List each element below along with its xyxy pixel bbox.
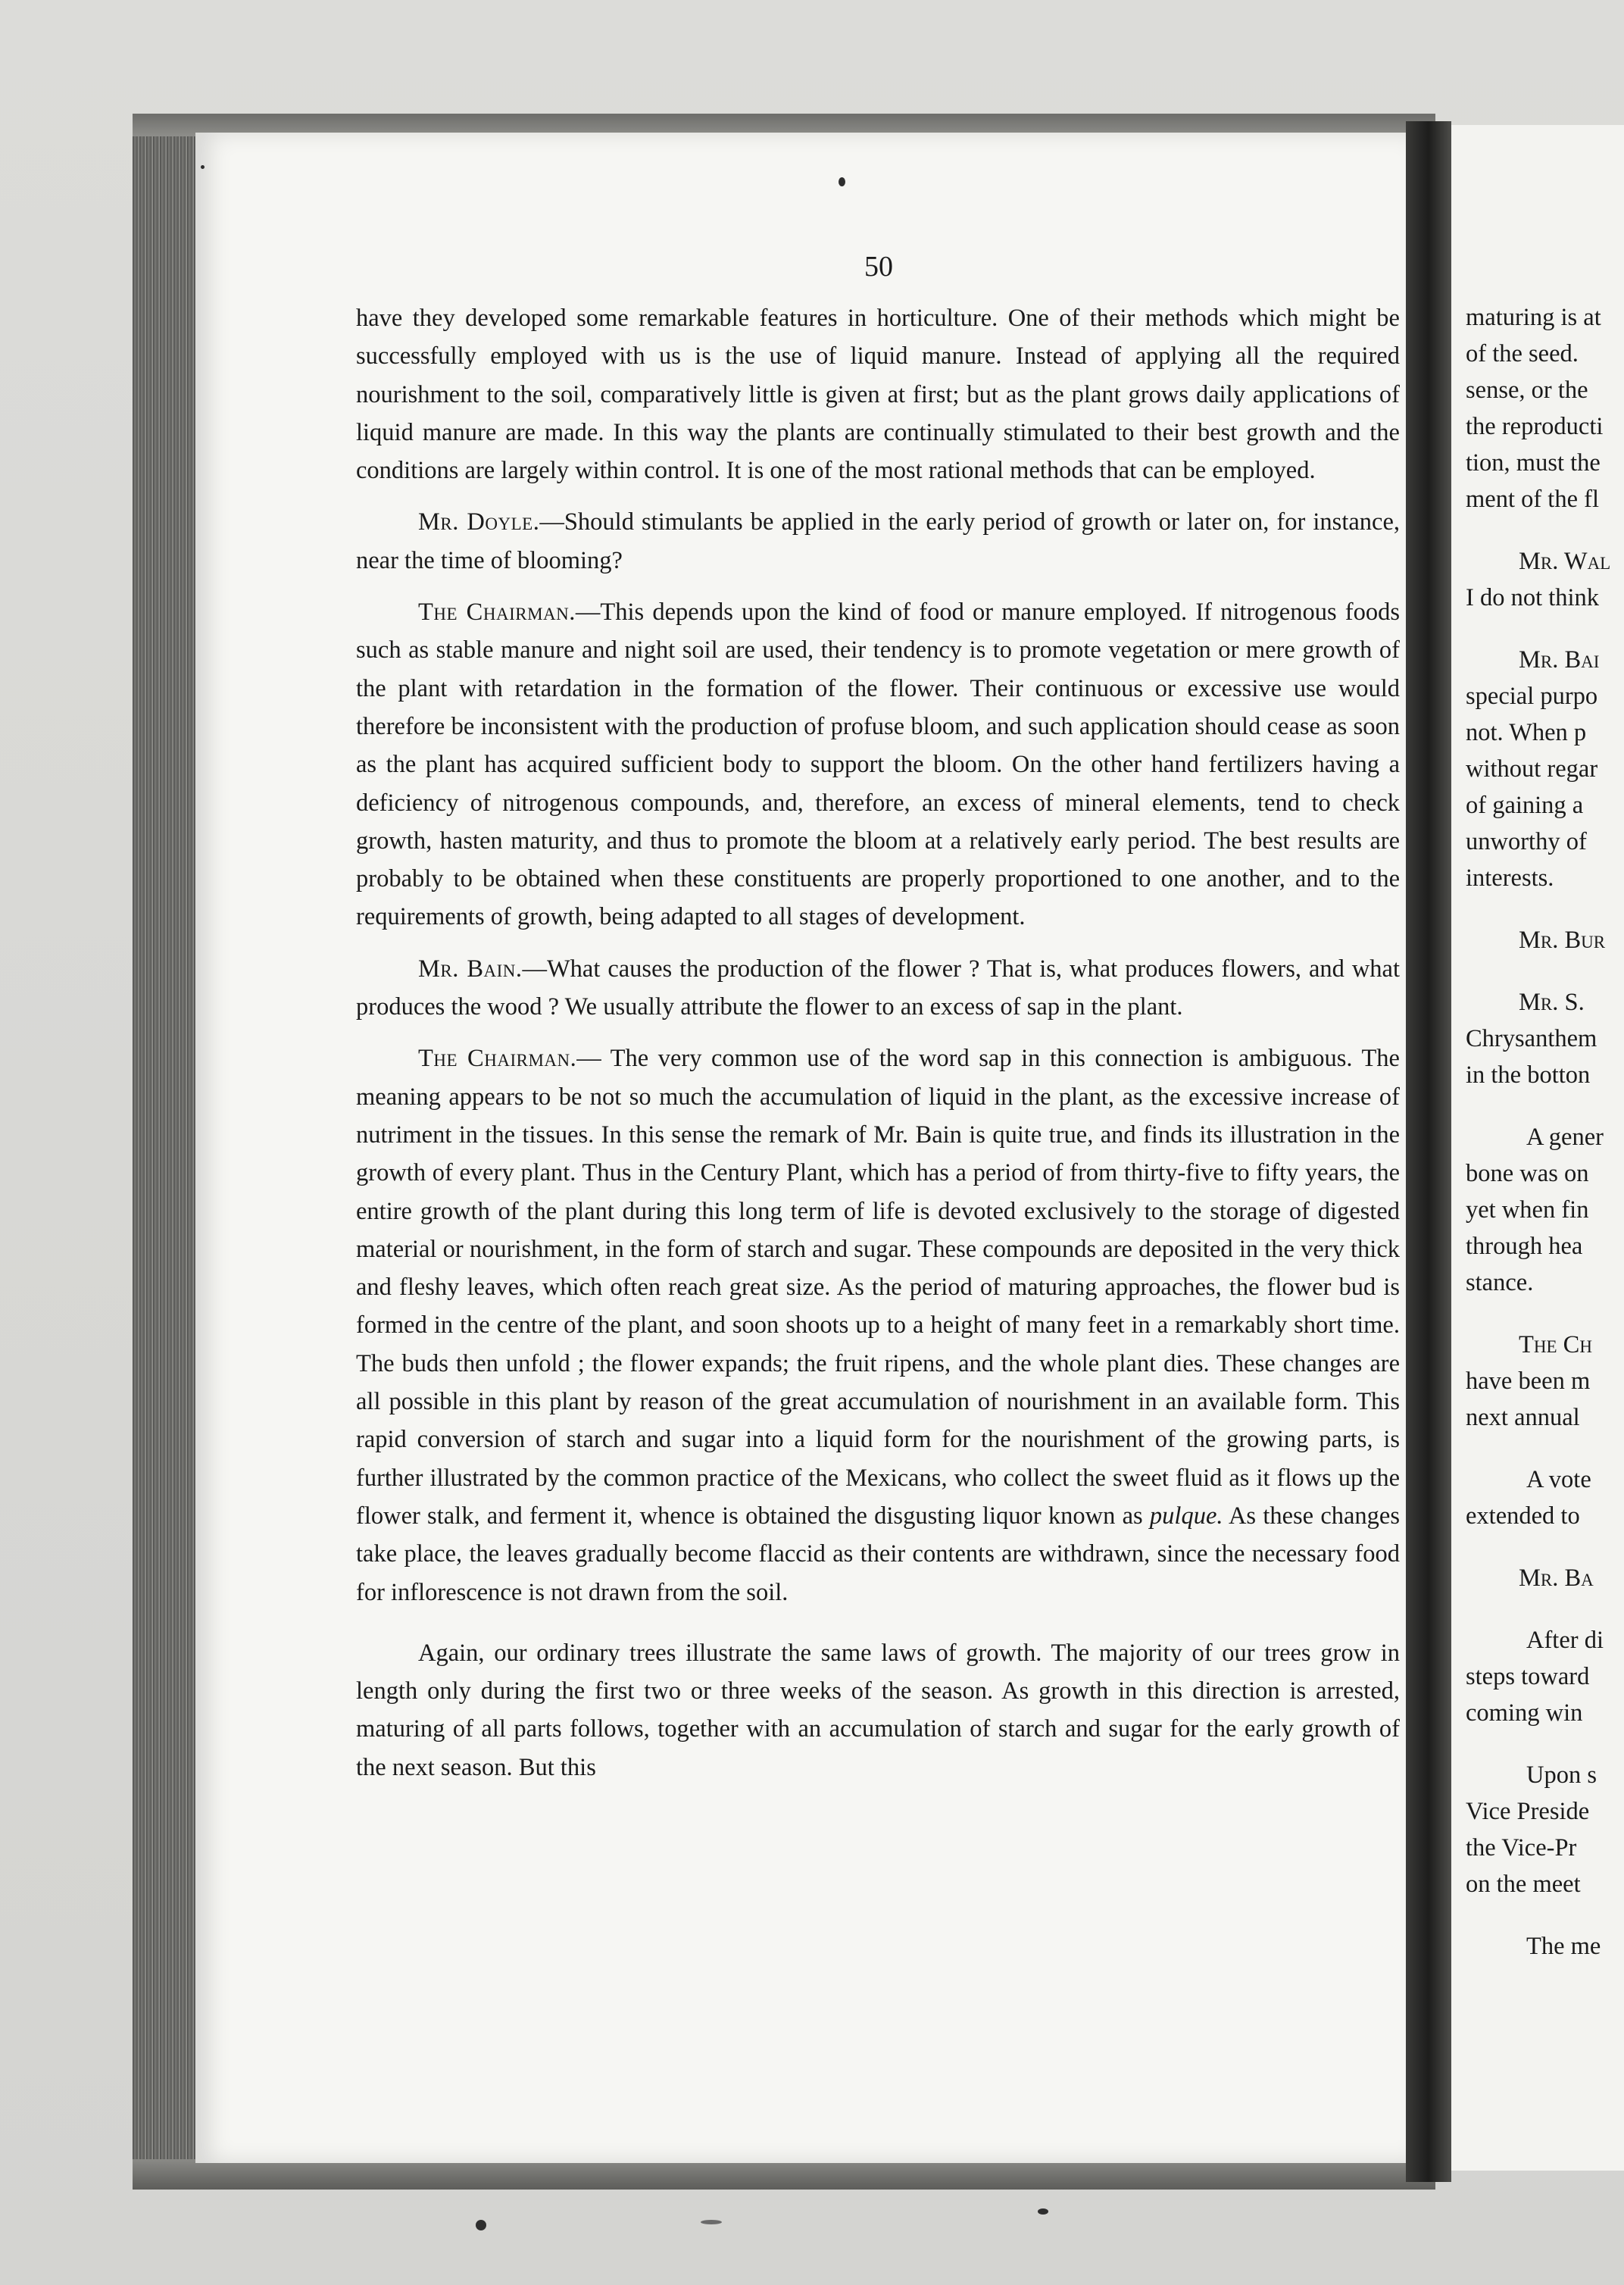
speaker-name: Mr. Bain. <box>418 955 523 983</box>
line-gap <box>1466 1534 1624 1560</box>
facing-page-line: have been m <box>1466 1368 1591 1395</box>
facing-page-line: in the botton <box>1466 1061 1591 1089</box>
facing-page-line: I do not think <box>1466 584 1600 611</box>
ink-speck <box>201 165 205 169</box>
line-gap <box>1466 1436 1624 1461</box>
facing-page-line: without regar <box>1466 755 1598 783</box>
speaker-name: The Chairman. <box>418 599 576 627</box>
facing-page-line: next annual <box>1466 1404 1580 1431</box>
facing-page-line: of the seed. <box>1466 340 1579 367</box>
facing-page-line: maturing is at <box>1466 304 1601 331</box>
paragraph-text: —This depends upon the kind of food or manure employed. If nitrogenous foods such as stable manure and night soil are used, their tendency is to promote vegetation or mere growth of the plant with retardation in the formation of the flower. Their continuous or excessive use would therefore be inconsistent with the production of profuse bloom, and such application should cease as soon as the plant has acquired sufficient body to support the bloom. On the other hand fertilizers having a deficiency of nitrogenous compounds, and, therefore, an excess of mineral elements, tend to check growth, hasten maturity, and thus to promote the bloom at a relatively early period. The best results are probably to be obtained when these constituents are properly proportioned to one another, and to the requirements of growth, being adapted to all stages of development. <box>356 599 1400 931</box>
facing-page-line: yet when fin <box>1466 1196 1589 1224</box>
book-gutter <box>1406 121 1451 2182</box>
facing-page-line: extended to <box>1466 1502 1580 1530</box>
facing-page-line: After di <box>1526 1627 1604 1654</box>
facing-page-line: steps toward <box>1466 1663 1590 1690</box>
line-gap <box>1466 896 1624 922</box>
facing-page-line: The Ch <box>1519 1331 1592 1358</box>
facing-page-line: through hea <box>1466 1233 1583 1260</box>
facing-page-line: Upon s <box>1526 1761 1597 1789</box>
facing-page-line: bone was on <box>1466 1160 1589 1187</box>
paragraph-bain <box>356 950 1400 1027</box>
paragraph-text: —What causes the production of the flower ? That is, what produces flowers, and what produces the wood ? We usually attribute the flower to an excess of sap in the plant. <box>356 955 1400 1021</box>
line-gap <box>1466 616 1624 642</box>
speaker-name: The Chairman. <box>418 1045 577 1073</box>
paragraph-text: have they developed some remarkable features in horticulture. One of their methods which might be successfully employed with us is the use of liquid manure. Instead of applying all the required nourishment to the soil, comparatively little is given at first; but as the plant grows daily applications of liquid manure are made. In this way the plants are continually stimulated to their best growth and the conditions are largely within control. It is one of the most rational methods that can be employed. <box>356 305 1400 485</box>
facing-page-line: ment of the fl <box>1466 486 1599 513</box>
facing-page-line: the reproducti <box>1466 413 1604 440</box>
facing-page-line: Mr. Ba <box>1519 1564 1594 1592</box>
line-gap <box>1466 1731 1624 1757</box>
ink-speck <box>476 2220 486 2230</box>
line-gap <box>1466 1301 1624 1327</box>
book-bottom-edge <box>133 2159 1435 2190</box>
ink-speck <box>839 177 845 186</box>
line-gap <box>1466 1902 1624 1928</box>
facing-page-line: special purpo <box>1466 683 1598 710</box>
facing-page-line: Mr. S. <box>1519 989 1585 1016</box>
paragraph-text: Again, our ordinary trees illustrate the same laws of growth. The majority of our trees grow in length only during the first two or three weeks of the season. As growth in this direction is arrested, maturing of all parts follows, together with an accumulation of starch and sugar for the early growth of the next season. But this <box>356 1639 1400 1781</box>
page-number: 50 <box>864 251 893 283</box>
facing-page-line: Vice Preside <box>1466 1798 1590 1825</box>
facing-page-line: Mr. Bur <box>1519 927 1606 954</box>
facing-page-line: Mr. Wal <box>1519 548 1611 575</box>
paragraph-trees <box>356 1634 1400 1786</box>
facing-page-line: Chrysanthem <box>1466 1025 1597 1052</box>
line-gap <box>1466 958 1624 984</box>
facing-page-text <box>1466 299 1624 1965</box>
ink-speck <box>701 2220 722 2224</box>
facing-page-line: stance. <box>1466 1269 1534 1296</box>
paragraph-chairman-1 <box>356 593 1400 936</box>
facing-page-line: of gaining a <box>1466 792 1584 819</box>
paragraph-chairman-2 <box>356 1039 1400 1611</box>
paragraph-doyle <box>356 503 1400 580</box>
paragraph-text: —Should stimulants be applied in the early period of growth or later on, for instance, near the time of blooming? <box>356 508 1400 574</box>
line-gap <box>1466 517 1624 543</box>
italic-term: pulque. <box>1149 1502 1223 1530</box>
page-body <box>356 299 1400 1800</box>
ink-speck <box>1038 2208 1048 2215</box>
facing-page-line: tion, must the <box>1466 449 1601 477</box>
facing-page-line: on the meet <box>1466 1871 1581 1898</box>
facing-page-line: interests. <box>1466 864 1554 892</box>
facing-page-line: sense, or the <box>1466 377 1588 404</box>
facing-page-line: Mr. Bai <box>1519 646 1600 674</box>
facing-page-line: The me <box>1526 1933 1601 1960</box>
paragraph-text: As these changes take place, the leaves gradually become flaccid as their contents are withdrawn, since the necessary food for inflorescence is not drawn from the soil. <box>356 1502 1400 1606</box>
facing-page-line: A gener <box>1526 1124 1604 1151</box>
line-gap <box>1466 1093 1624 1119</box>
facing-page-line: A vote <box>1526 1466 1591 1493</box>
line-gap <box>1466 1596 1624 1622</box>
facing-page-line: not. When p <box>1466 719 1587 746</box>
facing-page-line: coming win <box>1466 1699 1583 1727</box>
facing-page-line: unworthy of <box>1466 828 1587 855</box>
book-page-edges <box>133 114 201 2190</box>
speaker-name: Mr. Doyle. <box>418 508 540 536</box>
facing-page-line: the Vice-Pr <box>1466 1834 1577 1861</box>
paragraph-continuation <box>356 299 1400 489</box>
paragraph-text: — The very common use of the word sap in this connection is ambiguous. The meaning appears to be not so much the accumulation of liquid in the plant, as the excessive increase of nutriment in the tissues. In this sense the remark of Mr. Bain is quite true, and finds its illustration in the growth of every plant. Thus in the Century Plant, which has a period of from thirty-five to fifty years, the entire growth of the plant during this long term of life is devoted exclusively to the storage of digested material or nourishment, in the form of starch and sugar. These compounds are deposited in the very thick and fleshy leaves, which often reach great size. As the period of maturing approaches, the flower bud is formed in the centre of the plant, and soon shoots up to a height of many feet in a remarkably short time. The buds then unfold ; the flower expands; the fruit ripens, and the whole plant dies. These changes are all possible in this plant by reason of the great accumulation of nourishment in an available form. This rapid conversion of starch and sugar into a liquid form for the nourishment of the growing parts, is further illustrated by the common practice of the Mexicans, who collect the sweet fluid as it flows up the flower stalk, and ferment it, whence is obtained the disgusting liquor known as <box>356 1045 1400 1530</box>
